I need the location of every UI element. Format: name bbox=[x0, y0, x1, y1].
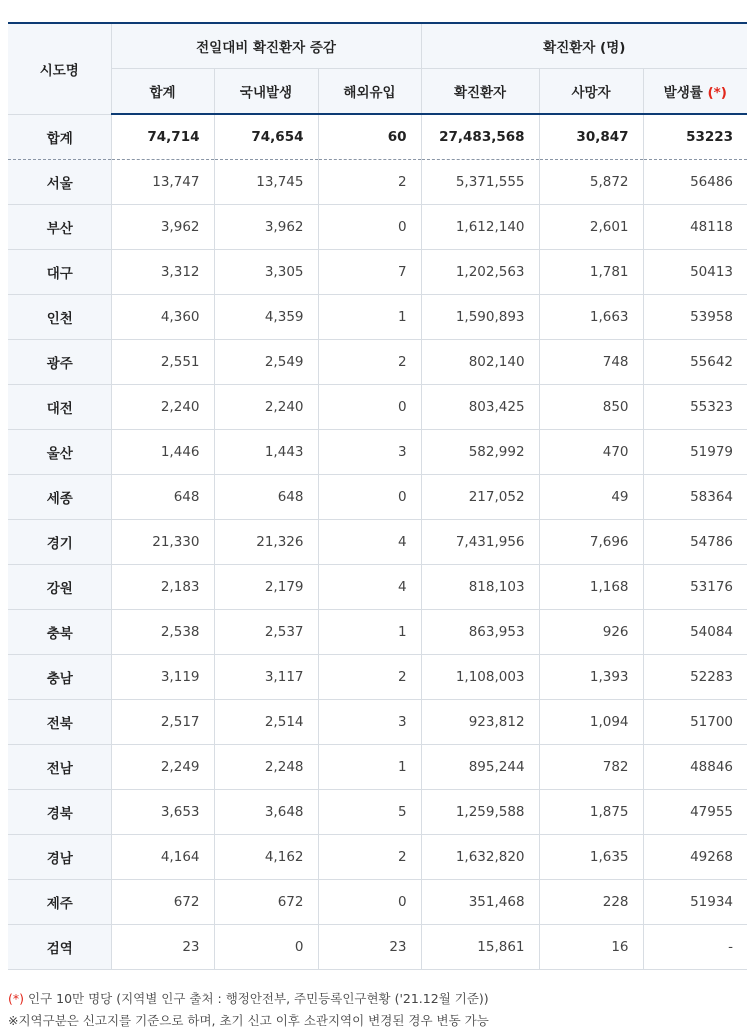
cell-region: 경북 bbox=[8, 790, 111, 835]
footnote-rate bbox=[8, 988, 747, 1010]
table-body bbox=[8, 114, 747, 970]
cell-deaths: 1,663 bbox=[539, 295, 643, 340]
cell-overseas: 4 bbox=[318, 565, 421, 610]
cell-domestic: 1,443 bbox=[214, 430, 318, 475]
cell-confirmed: 582,992 bbox=[421, 430, 539, 475]
header-group-change: 전일대비 확진환자 증감 bbox=[111, 23, 421, 69]
cell-region: 울산 bbox=[8, 430, 111, 475]
cell-overseas: 0 bbox=[318, 385, 421, 430]
cell-rate: 51700 bbox=[643, 700, 747, 745]
cell-region: 전남 bbox=[8, 745, 111, 790]
cell-region: 인천 bbox=[8, 295, 111, 340]
table-row bbox=[8, 925, 747, 970]
cell-confirmed: 818,103 bbox=[421, 565, 539, 610]
cell-region: 서울 bbox=[8, 160, 111, 205]
footnote-rate-text: 인구 10만 명당 (지역별 인구 출처 : 행정안전부, 주민등록인구현황 ('21.12월 기준)) bbox=[24, 991, 489, 1006]
cell-deaths: 1,781 bbox=[539, 250, 643, 295]
cell-overseas: 5 bbox=[318, 790, 421, 835]
cell-confirmed: 1,612,140 bbox=[421, 205, 539, 250]
cell-overseas: 4 bbox=[318, 520, 421, 565]
cell-confirmed: 1,108,003 bbox=[421, 655, 539, 700]
cell-region: 경남 bbox=[8, 835, 111, 880]
cell-overseas: 23 bbox=[318, 925, 421, 970]
table-row bbox=[8, 430, 747, 475]
cell-total: 4,360 bbox=[111, 295, 214, 340]
cell-rate: 56486 bbox=[643, 160, 747, 205]
table-row bbox=[8, 205, 747, 250]
cell-confirmed: 1,632,820 bbox=[421, 835, 539, 880]
cell-confirmed: 803,425 bbox=[421, 385, 539, 430]
cell-rate: 52283 bbox=[643, 655, 747, 700]
cell-domestic: 3,305 bbox=[214, 250, 318, 295]
cell-region: 대전 bbox=[8, 385, 111, 430]
cell-region: 광주 bbox=[8, 340, 111, 385]
cell-domestic: 2,179 bbox=[214, 565, 318, 610]
cell-rate: 50413 bbox=[643, 250, 747, 295]
cell-region: 세종 bbox=[8, 475, 111, 520]
table-row bbox=[8, 565, 747, 610]
cell-rate: 48846 bbox=[643, 745, 747, 790]
cell-deaths: 2,601 bbox=[539, 205, 643, 250]
table-row bbox=[8, 790, 747, 835]
cell-confirmed: 217,052 bbox=[421, 475, 539, 520]
table-row-total bbox=[8, 114, 747, 160]
cell-deaths: 30,847 bbox=[539, 114, 643, 160]
cell-region: 부산 bbox=[8, 205, 111, 250]
cell-total: 2,551 bbox=[111, 340, 214, 385]
cell-overseas: 1 bbox=[318, 295, 421, 340]
cell-rate: 53958 bbox=[643, 295, 747, 340]
cell-rate: 55642 bbox=[643, 340, 747, 385]
table-row bbox=[8, 475, 747, 520]
table-row bbox=[8, 250, 747, 295]
cell-total: 3,312 bbox=[111, 250, 214, 295]
cell-overseas: 2 bbox=[318, 655, 421, 700]
table-row bbox=[8, 295, 747, 340]
cell-rate: 51979 bbox=[643, 430, 747, 475]
cell-confirmed: 7,431,956 bbox=[421, 520, 539, 565]
cell-deaths: 782 bbox=[539, 745, 643, 790]
cell-total: 1,446 bbox=[111, 430, 214, 475]
cell-rate: 47955 bbox=[643, 790, 747, 835]
footnote-region: ※지역구분은 신고지를 기준으로 하며, 초기 신고 이후 소관지역이 변경된 경우 변동 가능 bbox=[8, 1013, 489, 1028]
cell-confirmed: 923,812 bbox=[421, 700, 539, 745]
cell-deaths: 850 bbox=[539, 385, 643, 430]
table-row bbox=[8, 745, 747, 790]
cell-domestic: 2,240 bbox=[214, 385, 318, 430]
cell-total: 2,249 bbox=[111, 745, 214, 790]
cell-confirmed: 1,202,563 bbox=[421, 250, 539, 295]
covid-stats-table bbox=[8, 22, 747, 970]
table-row bbox=[8, 835, 747, 880]
cell-deaths: 49 bbox=[539, 475, 643, 520]
cell-deaths: 1,393 bbox=[539, 655, 643, 700]
cell-deaths: 748 bbox=[539, 340, 643, 385]
cell-deaths: 1,094 bbox=[539, 700, 643, 745]
cell-deaths: 5,872 bbox=[539, 160, 643, 205]
cell-confirmed: 5,371,555 bbox=[421, 160, 539, 205]
cell-domestic: 21,326 bbox=[214, 520, 318, 565]
cell-total: 23 bbox=[111, 925, 214, 970]
cell-overseas: 2 bbox=[318, 835, 421, 880]
cell-domestic: 2,248 bbox=[214, 745, 318, 790]
header-group-confirmed: 확진환자 (명) bbox=[421, 23, 747, 69]
cell-rate: 51934 bbox=[643, 880, 747, 925]
cell-rate: 55323 bbox=[643, 385, 747, 430]
cell-total: 4,164 bbox=[111, 835, 214, 880]
cell-region: 강원 bbox=[8, 565, 111, 610]
cell-total: 2,517 bbox=[111, 700, 214, 745]
cell-rate: 53223 bbox=[643, 114, 747, 160]
table-row bbox=[8, 520, 747, 565]
cell-rate: 54084 bbox=[643, 610, 747, 655]
table-header bbox=[8, 23, 747, 114]
cell-rate: 54786 bbox=[643, 520, 747, 565]
cell-total: 2,183 bbox=[111, 565, 214, 610]
cell-deaths: 470 bbox=[539, 430, 643, 475]
cell-region: 충북 bbox=[8, 610, 111, 655]
cell-deaths: 1,635 bbox=[539, 835, 643, 880]
cell-confirmed: 895,244 bbox=[421, 745, 539, 790]
cell-domestic: 13,745 bbox=[214, 160, 318, 205]
header-confirmed: 확진환자 bbox=[421, 69, 539, 115]
cell-total: 21,330 bbox=[111, 520, 214, 565]
cell-deaths: 1,875 bbox=[539, 790, 643, 835]
cell-rate: 53176 bbox=[643, 565, 747, 610]
cell-domestic: 2,549 bbox=[214, 340, 318, 385]
cell-domestic: 4,162 bbox=[214, 835, 318, 880]
cell-deaths: 1,168 bbox=[539, 565, 643, 610]
cell-domestic: 3,962 bbox=[214, 205, 318, 250]
cell-region: 전북 bbox=[8, 700, 111, 745]
cell-deaths: 16 bbox=[539, 925, 643, 970]
cell-region: 대구 bbox=[8, 250, 111, 295]
cell-overseas: 3 bbox=[318, 700, 421, 745]
cell-domestic: 4,359 bbox=[214, 295, 318, 340]
header-rate-label: 발생률 bbox=[663, 85, 703, 101]
cell-region: 경기 bbox=[8, 520, 111, 565]
cell-overseas: 2 bbox=[318, 160, 421, 205]
cell-total: 2,538 bbox=[111, 610, 214, 655]
cell-overseas: 1 bbox=[318, 610, 421, 655]
cell-total: 3,119 bbox=[111, 655, 214, 700]
table-row bbox=[8, 610, 747, 655]
cell-overseas: 0 bbox=[318, 475, 421, 520]
cell-overseas: 60 bbox=[318, 114, 421, 160]
cell-overseas: 3 bbox=[318, 430, 421, 475]
header-deaths: 사망자 bbox=[539, 69, 643, 115]
cell-total: 672 bbox=[111, 880, 214, 925]
cell-total: 3,962 bbox=[111, 205, 214, 250]
cell-domestic: 2,514 bbox=[214, 700, 318, 745]
footnote-mark: (*) bbox=[8, 991, 25, 1006]
table-row bbox=[8, 655, 747, 700]
header-overseas: 해외유입 bbox=[318, 69, 421, 115]
cell-rate: 58364 bbox=[643, 475, 747, 520]
cell-total: 13,747 bbox=[111, 160, 214, 205]
table-row bbox=[8, 385, 747, 430]
header-rate bbox=[643, 69, 747, 115]
cell-confirmed: 1,259,588 bbox=[421, 790, 539, 835]
cell-rate: 48118 bbox=[643, 205, 747, 250]
table-row bbox=[8, 700, 747, 745]
cell-confirmed: 27,483,568 bbox=[421, 114, 539, 160]
cell-confirmed: 802,140 bbox=[421, 340, 539, 385]
cell-confirmed: 15,861 bbox=[421, 925, 539, 970]
cell-overseas: 0 bbox=[318, 205, 421, 250]
cell-overseas: 0 bbox=[318, 880, 421, 925]
cell-rate: - bbox=[643, 925, 747, 970]
cell-deaths: 228 bbox=[539, 880, 643, 925]
cell-confirmed: 1,590,893 bbox=[421, 295, 539, 340]
cell-confirmed: 351,468 bbox=[421, 880, 539, 925]
cell-domestic: 0 bbox=[214, 925, 318, 970]
cell-overseas: 2 bbox=[318, 340, 421, 385]
cell-overseas: 1 bbox=[318, 745, 421, 790]
cell-total: 74,714 bbox=[111, 114, 214, 160]
cell-confirmed: 863,953 bbox=[421, 610, 539, 655]
table-row bbox=[8, 880, 747, 925]
cell-domestic: 648 bbox=[214, 475, 318, 520]
rate-footnote-mark: (*) bbox=[707, 85, 727, 101]
cell-domestic: 74,654 bbox=[214, 114, 318, 160]
cell-domestic: 3,117 bbox=[214, 655, 318, 700]
cell-region: 합계 bbox=[8, 114, 111, 160]
cell-region: 제주 bbox=[8, 880, 111, 925]
cell-region: 충남 bbox=[8, 655, 111, 700]
cell-deaths: 7,696 bbox=[539, 520, 643, 565]
header-domestic: 국내발생 bbox=[214, 69, 318, 115]
table-row bbox=[8, 340, 747, 385]
cell-deaths: 926 bbox=[539, 610, 643, 655]
cell-domestic: 672 bbox=[214, 880, 318, 925]
table-row bbox=[8, 160, 747, 205]
cell-region: 검역 bbox=[8, 925, 111, 970]
cell-total: 3,653 bbox=[111, 790, 214, 835]
header-region: 시도명 bbox=[8, 23, 111, 114]
cell-total: 648 bbox=[111, 475, 214, 520]
cell-domestic: 2,537 bbox=[214, 610, 318, 655]
cell-total: 2,240 bbox=[111, 385, 214, 430]
cell-domestic: 3,648 bbox=[214, 790, 318, 835]
header-total: 합계 bbox=[111, 69, 214, 115]
footnotes bbox=[8, 988, 747, 1032]
cell-rate: 49268 bbox=[643, 835, 747, 880]
cell-overseas: 7 bbox=[318, 250, 421, 295]
